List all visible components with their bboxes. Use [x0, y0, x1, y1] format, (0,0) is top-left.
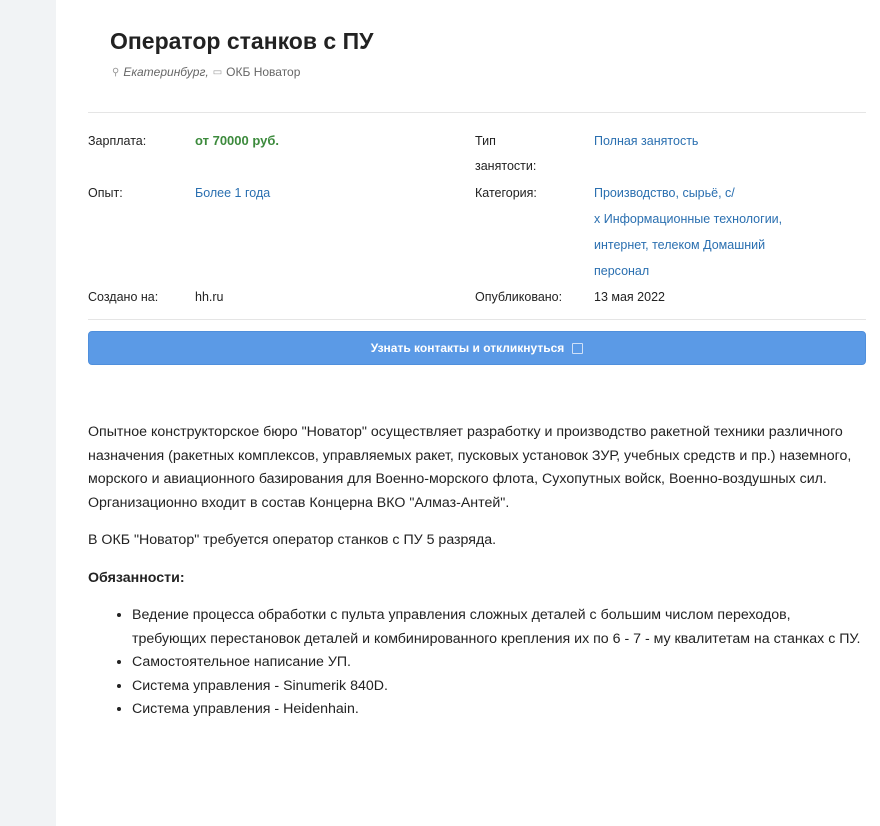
apply-button-label: Узнать контакты и откликнуться — [370, 341, 565, 355]
briefcase-icon: ▭ — [212, 66, 223, 78]
page-title: Оператор станков с ПУ — [110, 28, 374, 54]
list-item: • Система управления - Heidenhain. — [132, 698, 863, 722]
list-item: • Ведение процесса обработки с пульта управления сложных деталей с большим числом переходов, требующих перестановок деталей и комбинированного крепления их по 6 - 7 - му квалитетам на станках с ПУ. — [132, 604, 863, 651]
vacancy-description — [88, 421, 863, 722]
category-link-line4[interactable]: персонал — [594, 264, 650, 278]
salary-label: Зарплата: — [88, 134, 147, 148]
salary-value: от 70000 руб. — [195, 133, 279, 148]
list-item: • Система управления - Sinumerik 840D. — [132, 675, 863, 699]
category-link-line2[interactable]: х Информационные технологии, — [594, 212, 783, 226]
duties-list — [88, 604, 863, 722]
experience-link[interactable]: Более 1 года — [195, 186, 271, 200]
experience-label: Опыт: — [88, 186, 123, 200]
list-item: • Самостоятельное написание УП. — [132, 651, 863, 675]
category-link-line1[interactable]: Производство, сырьё, с/ — [594, 186, 735, 200]
vacancy-meta — [112, 65, 300, 79]
category-link-line3[interactable]: интернет, телеком Домашний — [594, 238, 766, 252]
employment-type-link[interactable]: Полная занятость — [594, 134, 699, 148]
published-label: Опубликовано: — [475, 290, 563, 304]
description-paragraph: В ОКБ "Новатор" требуется оператор станков с ПУ 5 разряда. — [88, 532, 497, 548]
description-paragraph: Опытное конструкторское бюро "Новатор" осуществляет разработку и производство ракетной техники различного назначения (ракетных комплексов, управляемых ракет, пусковых установок ЗУР, учебных средств и пр.) наземного, морского и авиационного базирования для Военно-морского флота, Сухопутных войск, Военно-воздушных сил. Организационно входит в состав Концерна ВКО "Алмаз-Антей". — [88, 424, 852, 511]
vacancy-city: Екатеринбург, — [123, 65, 209, 79]
category-label: Категория: — [475, 186, 537, 200]
left-sidebar-strip — [0, 0, 56, 826]
vacancy-company: ОКБ Новатор — [226, 65, 301, 79]
location-pin-icon: ⚲ — [112, 66, 120, 78]
employment-label-line1: Тип — [475, 134, 496, 148]
apply-button[interactable] — [88, 331, 866, 365]
source-label: Создано на: — [88, 290, 159, 304]
published-date: 13 мая 2022 — [594, 290, 665, 304]
source-value: hh.ru — [195, 290, 224, 304]
divider — [88, 319, 866, 320]
divider — [88, 112, 866, 113]
duties-heading: Обязанности: — [88, 569, 185, 586]
external-link-icon — [572, 343, 583, 354]
employment-label-line2: занятости: — [475, 159, 537, 173]
